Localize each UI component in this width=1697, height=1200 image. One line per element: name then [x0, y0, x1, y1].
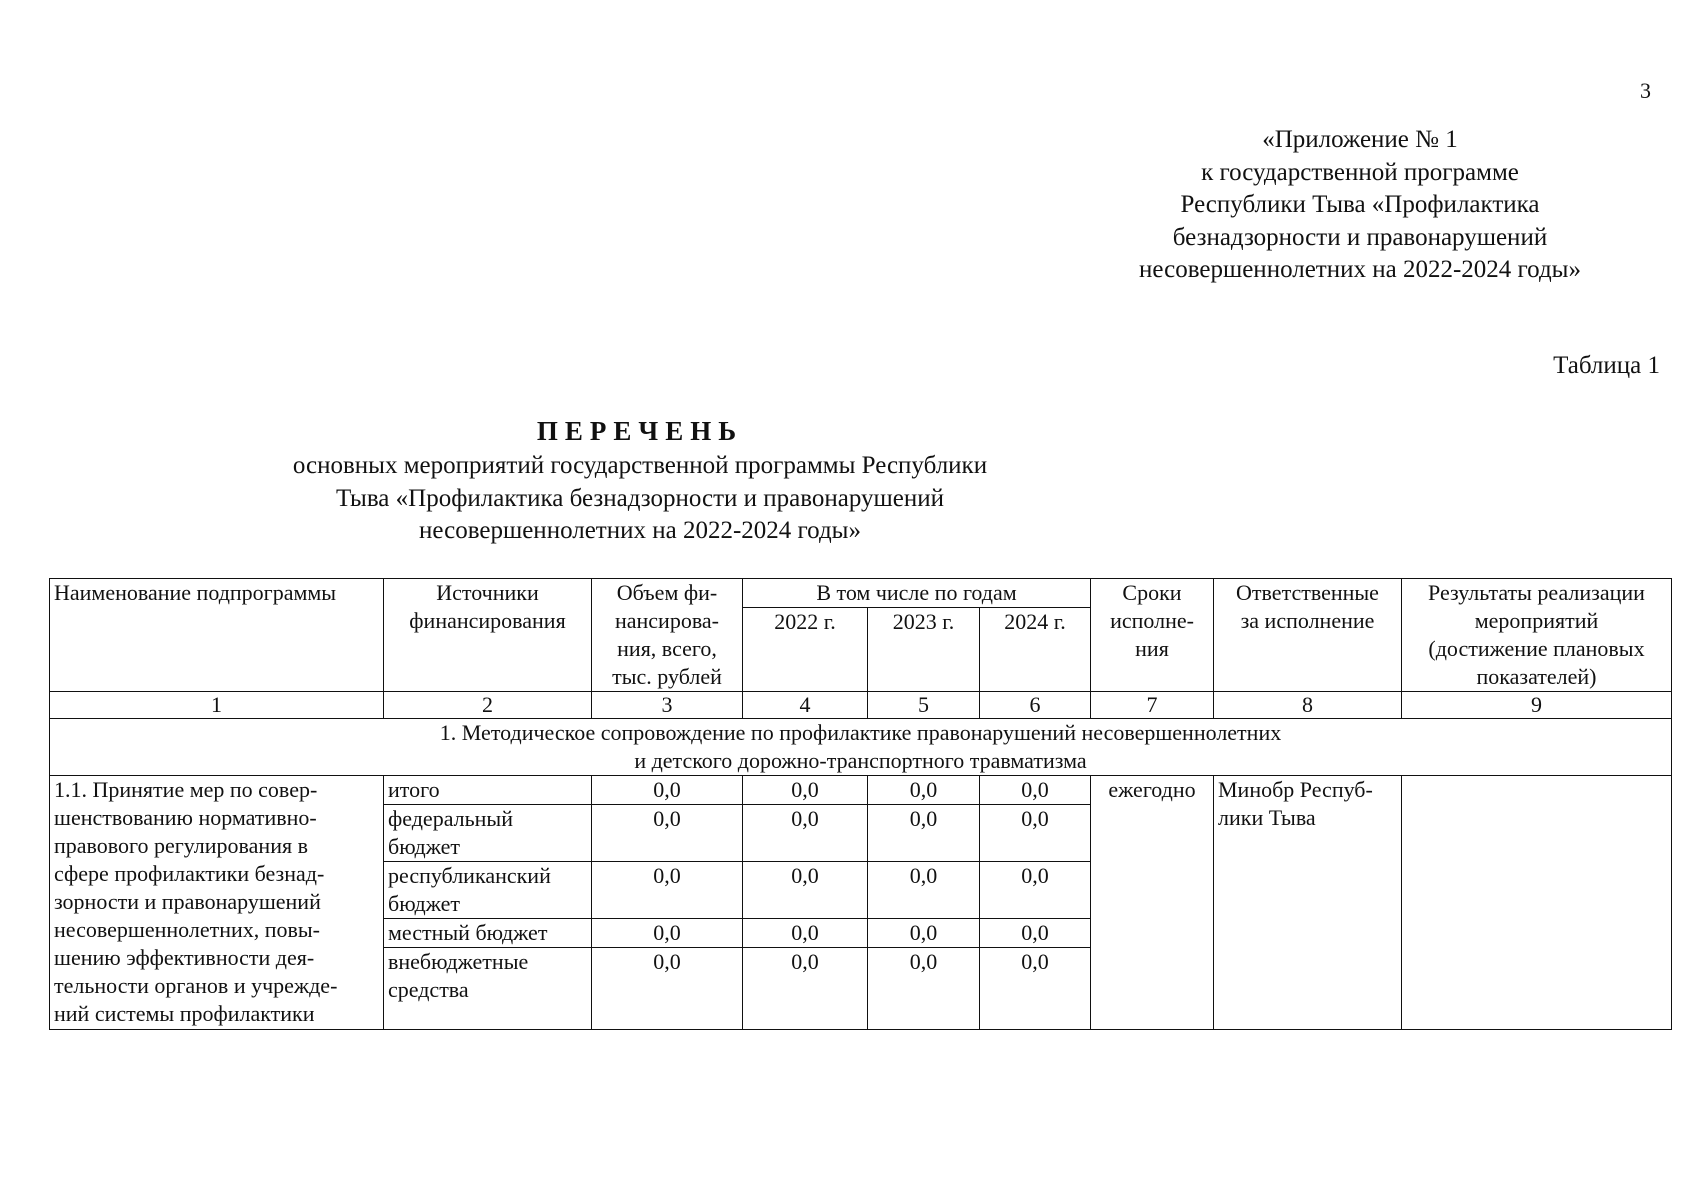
header-sources: Источники финансирования [384, 579, 592, 692]
column-number: 7 [1091, 692, 1214, 719]
year-2024-cell: 0,0 [980, 862, 1091, 919]
header-responsible: Ответственные за исполнение [1214, 579, 1402, 692]
section-row [50, 719, 1672, 776]
source-cell: итого [384, 776, 592, 805]
appendix-note [1060, 124, 1660, 287]
appendix-line: к государственной программе [1201, 158, 1519, 186]
appendix-line: «Приложение № 1 [1262, 126, 1458, 153]
column-number: 6 [980, 692, 1091, 719]
total-cell: 0,0 [592, 805, 743, 862]
appendix-line: Республики Тыва «Профилактика [1180, 191, 1540, 218]
year-2022-cell: 0,0 [743, 776, 868, 805]
table-row [50, 776, 1672, 805]
column-numbers-row [50, 692, 1672, 719]
header-terms: Сроки исполне- ния [1091, 579, 1214, 692]
header-year-2023: 2023 г. [868, 608, 980, 692]
year-2023-cell: 0,0 [868, 919, 980, 948]
header-row [50, 579, 1672, 608]
header-name: Наименование подпрограммы [50, 579, 384, 692]
table-label: Таблица 1 [1553, 352, 1660, 379]
total-cell: 0,0 [592, 919, 743, 948]
appendix-line: несовершеннолетних на 2022-2024 годы» [1139, 256, 1581, 283]
year-2023-cell: 0,0 [868, 805, 980, 862]
title-line: Тыва «Профилактика безнадзорности и правонарушений [336, 484, 944, 512]
title-line: несовершеннолетних на 2022-2024 годы» [419, 517, 861, 544]
measures-table [49, 578, 1672, 1030]
column-number: 5 [868, 692, 980, 719]
total-cell: 0,0 [592, 948, 743, 1030]
total-cell: 0,0 [592, 862, 743, 919]
appendix-line: безнадзорности и правонарушений [1172, 223, 1548, 251]
column-number: 1 [50, 692, 384, 719]
year-2022-cell: 0,0 [743, 948, 868, 1030]
term-cell: ежегодно [1091, 776, 1214, 1030]
column-number: 8 [1214, 692, 1402, 719]
year-2022-cell: 0,0 [743, 919, 868, 948]
title-line: основных мероприятий государственной программы Республики [292, 452, 988, 479]
section-title: 1. Методическое сопровождение по профилактике правонарушений несовершеннолетних и детского дорожно-транспортного травматизма [50, 719, 1672, 776]
total-cell: 0,0 [592, 776, 743, 805]
title-main: ПЕРЕЧЕНЬ [536, 416, 744, 446]
year-2023-cell: 0,0 [868, 862, 980, 919]
year-2024-cell: 0,0 [980, 805, 1091, 862]
page-number: 3 [1640, 78, 1651, 103]
responsible-cell: Минобр Респуб- лики Тыва [1214, 776, 1402, 1030]
year-2022-cell: 0,0 [743, 862, 868, 919]
year-2023-cell: 0,0 [868, 948, 980, 1030]
result-cell [1402, 776, 1672, 1030]
source-cell: республиканский бюджет [384, 862, 592, 919]
header-volume: Объем фи- нансирова- ния, всего, тыс. рублей [592, 579, 743, 692]
column-number: 9 [1402, 692, 1672, 719]
header-year-2022: 2022 г. [743, 608, 868, 692]
column-number: 4 [743, 692, 868, 719]
source-cell: внебюджетные средства [384, 948, 592, 1030]
source-cell: федеральный бюджет [384, 805, 592, 862]
year-2022-cell: 0,0 [743, 805, 868, 862]
column-number: 2 [384, 692, 592, 719]
year-2024-cell: 0,0 [980, 919, 1091, 948]
header-results: Результаты реализации мероприятий (достижение плановых показателей) [1402, 579, 1672, 692]
year-2024-cell: 0,0 [980, 776, 1091, 805]
item-name: 1.1. Принятие мер по совер- шенствованию нормативно- правового регулирования в сфере профилактики безнад- зорности и правонарушений несовершеннолетних, повы- шению эффективности дея- тельности органов и учрежде- ний системы профилактики [50, 776, 384, 1030]
source-cell: местный бюджет [384, 919, 592, 948]
header-year-2024: 2024 г. [980, 608, 1091, 692]
header-by-years: В том числе по годам [743, 579, 1091, 608]
year-2024-cell: 0,0 [980, 948, 1091, 1030]
title-subtitle [0, 450, 1280, 548]
year-2023-cell: 0,0 [868, 776, 980, 805]
column-number: 3 [592, 692, 743, 719]
